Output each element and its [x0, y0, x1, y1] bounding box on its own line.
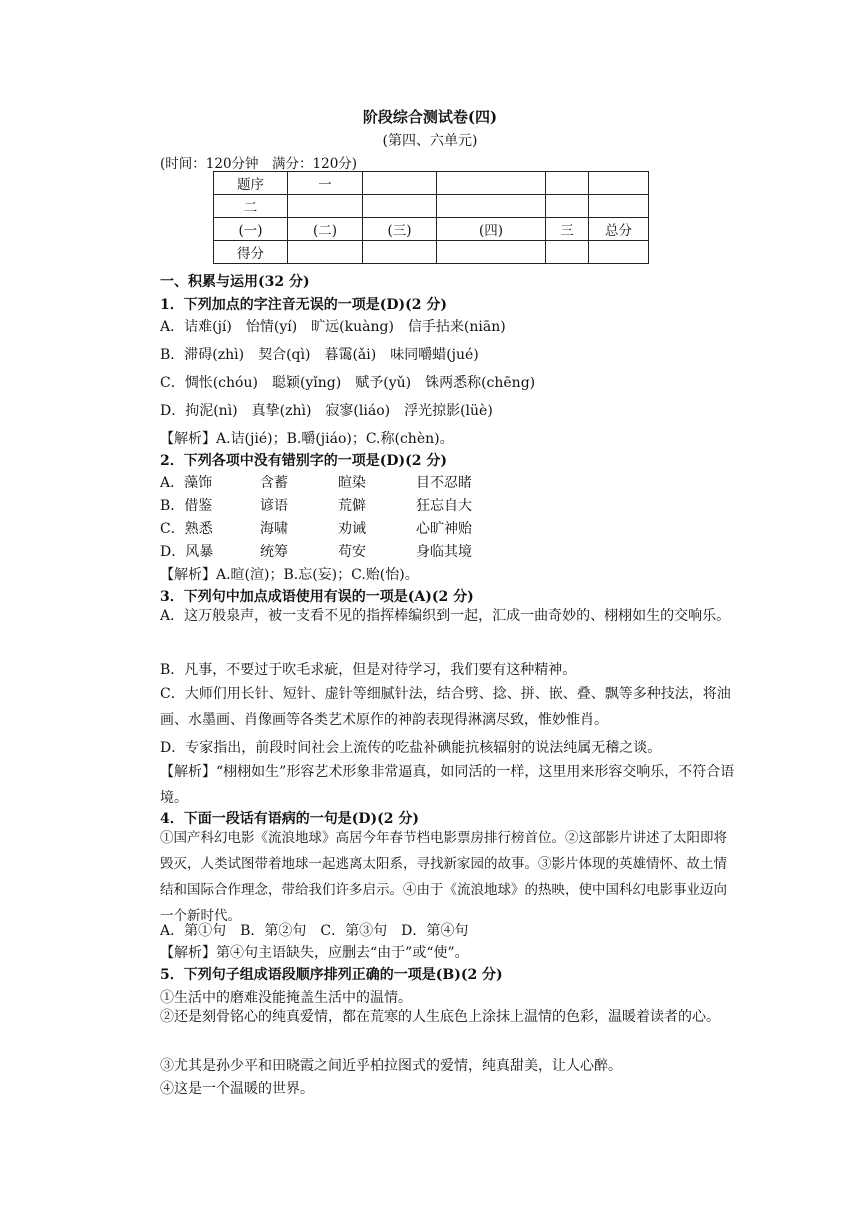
- question-3-option-c: C．大师们用长针、短针、虚针等细腻针法，结合劈、捻、拼、嵌、叠、飘等多种技法，将油画、水墨画、肖像画等各类艺术原作的神韵表现得淋漓尽致，惟妙惟肖。: [160, 686, 731, 728]
- table-cell: 总分: [589, 218, 649, 241]
- table-cell: (二): [288, 218, 363, 241]
- question-3-option-d: D．专家指出，前段时间社会上流传的吃盐补碘能抗核辐射的说法纯属无稽之谈。: [160, 740, 662, 756]
- table-cell: (四): [437, 218, 546, 241]
- question-2-stem: 2．下列各项中没有错别字的一项是(D)(2 分): [160, 453, 447, 469]
- table-cell: [437, 172, 546, 195]
- word: D．风暴: [160, 544, 214, 560]
- question-5-sentence-2: ②还是刻骨铭心的纯真爱情，都在荒寒的人生底色上涂抹上温情的色彩，温暖着读者的心。: [160, 1009, 720, 1025]
- word: 荒僻: [338, 498, 366, 514]
- word: 含蓄: [260, 475, 288, 491]
- question-4-options: A．第①句 B．第②句 C．第③句 D．第④句: [160, 923, 469, 939]
- table-cell: [546, 241, 589, 264]
- table-cell: [288, 195, 363, 218]
- page-title: 阶段综合测试卷(四): [362, 108, 498, 126]
- word: 身临其境: [416, 544, 472, 560]
- question-4-analysis: 【解析】第④句主语缺失，应删去“由于”或“使”。: [160, 945, 469, 961]
- table-row: [214, 241, 649, 264]
- word: 劝诫: [338, 521, 366, 537]
- question-1-analysis: 【解析】A.诘(jié)；B.嚼(jiáo)；C.称(chèn)。: [160, 431, 454, 447]
- question-4-passage: ①国产科幻电影《流浪地球》高居今年春节档电影票房排行榜首位。②这部影片讲述了太阳即将毁灭，人类试图带着地球一起逃离太阳系，寻找新家园的故事。③影片体现的英雄情怀、故土情结和国际合作理念，带给我们许多启示。④由于《流浪地球》的热映，使中国科幻电影事业迈向一个新时代。: [160, 830, 727, 924]
- score-table: [213, 171, 649, 264]
- time-info: (时间：120分钟 满分：120分): [160, 156, 358, 172]
- question-2-analysis: 【解析】A.暄(渲)；B.忘(妄)；C.贻(怡)。: [160, 567, 419, 583]
- table-cell: [546, 195, 589, 218]
- table-cell: 三: [546, 218, 589, 241]
- word: 心旷神贻: [416, 521, 472, 537]
- question-1-option-b: B．滞碍(zhì) 契合(qì) 暮霭(ǎi) 味同嚼蜡(jué): [160, 347, 479, 363]
- question-3-stem: 3．下列句中加点成语使用有误的一项是(A)(2 分): [160, 589, 474, 605]
- question-1-option-c: C．惆怅(chóu) 聪颖(yǐng) 赋予(yǔ) 铢两悉称(chēng): [160, 375, 536, 391]
- question-5-stem: 5．下列句子组成语段顺序排列正确的一项是(B)(2 分): [160, 967, 503, 983]
- question-4-stem: 4．下面一段话有语病的一句是(D)(2 分): [160, 811, 419, 827]
- question-3-analysis: 【解析】“栩栩如生”形容艺术形象非常逼真，如同活的一样，这里用来形容交响乐，不符合语境。: [160, 764, 735, 806]
- table-cell: [288, 241, 363, 264]
- table-cell: [546, 172, 589, 195]
- word: 目不忍睹: [416, 475, 472, 491]
- table-cell: [437, 241, 546, 264]
- table-cell: (一): [214, 218, 288, 241]
- question-2-row-d: [160, 541, 735, 561]
- table-cell: 题序: [214, 172, 288, 195]
- table-cell: [363, 241, 437, 264]
- question-2-row-b: [160, 495, 735, 515]
- word: 统筹: [260, 544, 288, 560]
- question-5-sentence-3: ③尤其是孙少平和田晓霞之间近乎柏拉图式的爱情，纯真甜美，让人心醉。: [160, 1058, 622, 1074]
- word: 苟安: [338, 544, 366, 560]
- table-cell: [589, 172, 649, 195]
- table-cell: [589, 195, 649, 218]
- word: 海啸: [260, 521, 288, 537]
- question-1-option-a: A．诘难(jí) 怡情(yí) 旷远(kuàng) 信手拈来(niān): [160, 319, 506, 335]
- table-cell: 得分: [214, 241, 288, 264]
- question-2-row-a: [160, 472, 735, 492]
- table-cell: [363, 195, 437, 218]
- table-row: [214, 195, 649, 218]
- question-2-row-c: [160, 518, 735, 538]
- table-cell: [589, 241, 649, 264]
- word: C．熟悉: [160, 521, 213, 537]
- question-3-option-a: A．这万般泉声，被一支看不见的指挥棒编织到一起，汇成一曲奇妙的、栩栩如生的交响乐。: [160, 608, 731, 624]
- page-subtitle: (第四、六单元): [382, 133, 478, 149]
- question-1-stem: 1．下列加点的字注音无误的一项是(D)(2 分): [160, 297, 447, 313]
- question-1-option-d: D．拘泥(nì) 真挚(zhì) 寂寥(liáo) 浮光掠影(lüè): [160, 403, 493, 419]
- table-cell: 一: [288, 172, 363, 195]
- section-heading: 一、积累与运用(32 分): [160, 274, 310, 290]
- table-cell: [437, 195, 546, 218]
- question-5-sentence-4: ④这是一个温暖的世界。: [160, 1081, 314, 1097]
- table-row: [214, 172, 649, 195]
- table-cell: 二: [214, 195, 288, 218]
- question-5-sentence-1: ①生活中的磨难没能掩盖生活中的温情。: [160, 990, 412, 1006]
- word: B．借鉴: [160, 498, 213, 514]
- word: A．藻饰: [160, 475, 213, 491]
- table-cell: [363, 172, 437, 195]
- table-cell: (三): [363, 218, 437, 241]
- table-row: [214, 218, 649, 241]
- word: 谚语: [260, 498, 288, 514]
- word: 暄染: [338, 475, 366, 491]
- question-3-option-b: B．凡事，不要过于吹毛求疵，但是对待学习，我们要有这种精神。: [160, 662, 577, 678]
- word: 狂忘自大: [416, 498, 472, 514]
